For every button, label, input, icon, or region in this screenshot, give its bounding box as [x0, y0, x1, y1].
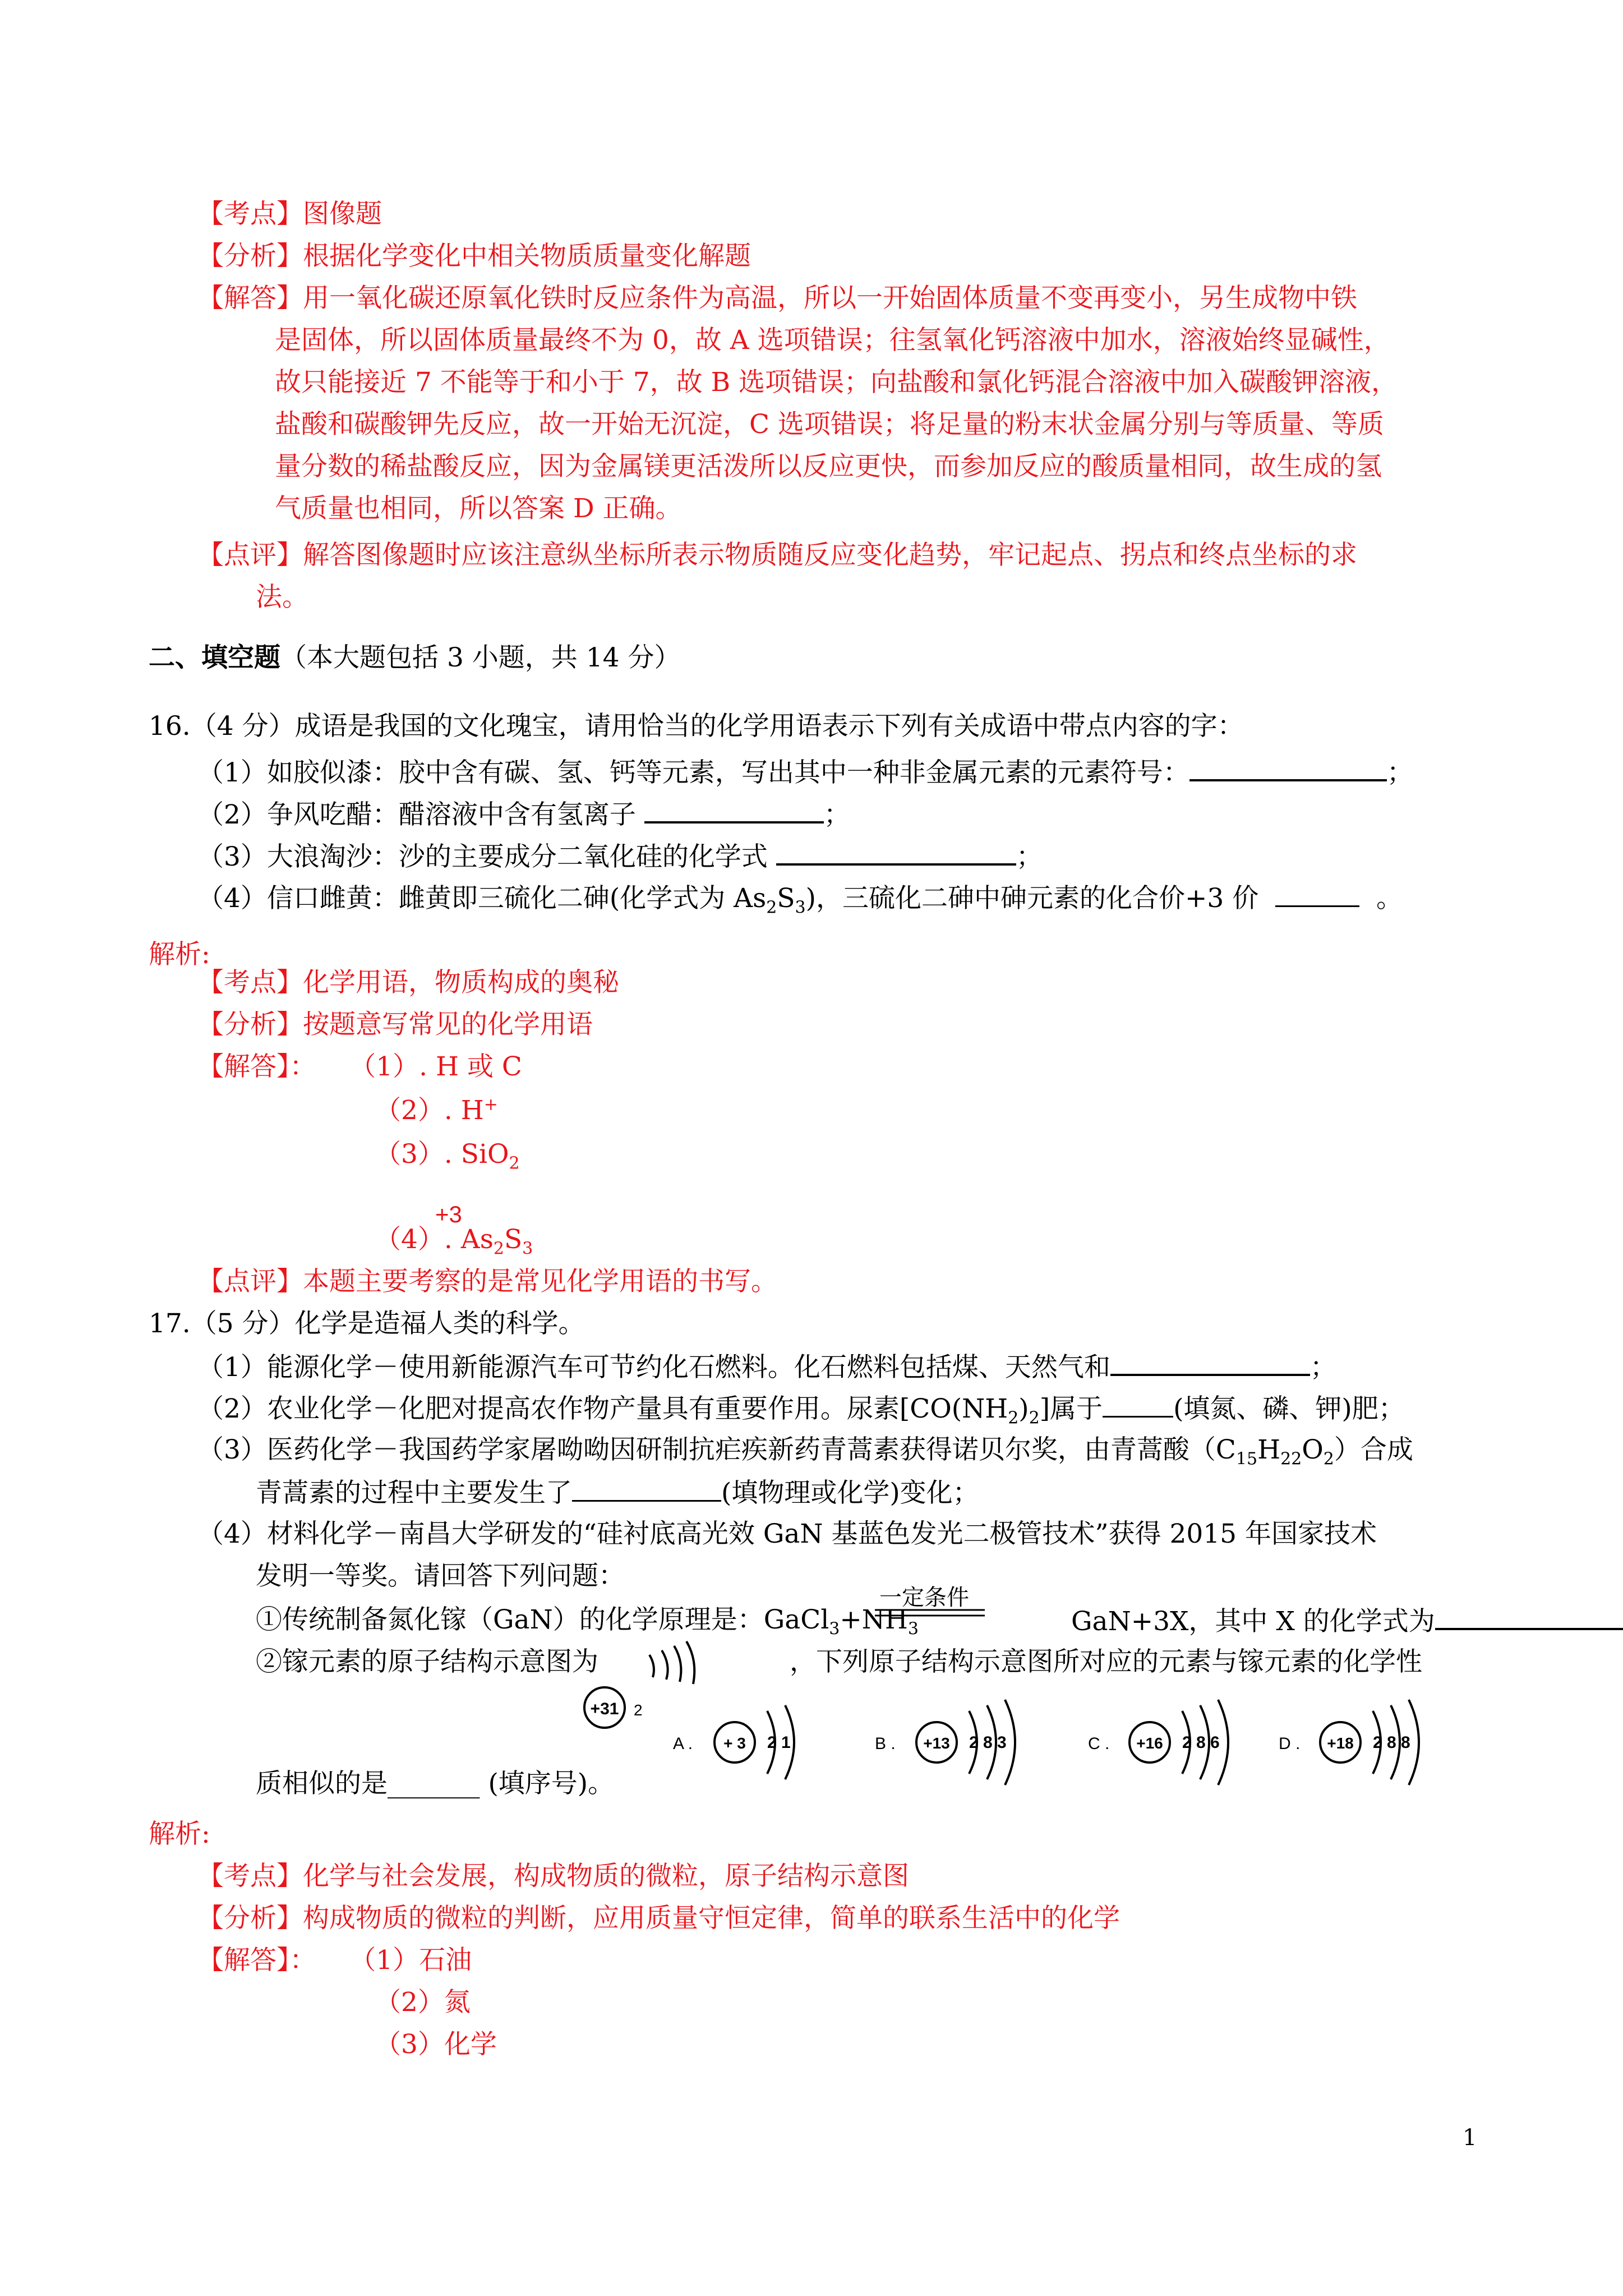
svg-text:2 8 6: 2 8 6	[1182, 1733, 1220, 1752]
q16-jiexi: 解析:	[149, 939, 210, 970]
q16-fenxi: 【分析】按题意写常见的化学用语	[197, 1009, 593, 1040]
q16-answer3-text: （3）. SiO	[375, 1139, 509, 1170]
section-title: 二、填空题	[149, 642, 280, 673]
q17-part4-cont: 发明一等奖。请回答下列问题：	[256, 1561, 625, 1591]
svg-text:C .: C .	[1088, 1734, 1110, 1753]
q17-part2	[197, 1391, 1405, 1426]
q17-part3-text3: 青蒿素的过程中主要发生了	[256, 1478, 572, 1508]
q16-part4-text2: )，三硫化二砷中砷元素的化合价+3 价	[805, 883, 1259, 914]
q16-jieda-label: 【解答】：	[197, 1051, 316, 1082]
q16-part2-punct: ；	[823, 799, 850, 830]
q17-reaction-nh: +NH	[840, 1604, 908, 1635]
q17-jieda	[197, 1944, 472, 1977]
q16-kaodian: 【考点】化学用语，物质构成的奥秘	[197, 967, 619, 998]
q16-blank2[interactable]	[644, 797, 824, 823]
q15-jieda-line6: 气质量也相同，所以答案 D 正确。	[275, 493, 682, 524]
option-d	[1279, 1700, 1419, 1785]
q16-part1-punct: ；	[1386, 757, 1413, 788]
svg-text:+16: +16	[1136, 1734, 1163, 1752]
q17-part3-text: （3）医药化学－我国药学家屠呦呦因研制抗疟疾新药青蒿素获得诺贝尔奖，由青蒿酸（C	[197, 1434, 1236, 1465]
q16-answer4-text: （4）. As	[375, 1224, 494, 1255]
q16-part4-s: S	[777, 883, 795, 914]
section-heading	[149, 641, 680, 675]
q17-part3-o: O	[1302, 1434, 1324, 1465]
reaction-equals-sign	[875, 1608, 987, 1619]
q16-part3-punct: ；	[1016, 841, 1043, 872]
q17-part3-text2: ）合成	[1334, 1434, 1413, 1465]
q15-jieda-line4: 盐酸和碳酸钾先反应，故一开始无沉淀，C 选项错误；将足量的粉末状金属分别与等质量、等质	[275, 409, 1384, 440]
q16-part1	[197, 754, 1413, 790]
q16-answer2-sup: +	[483, 1094, 498, 1115]
q17-answer2: （2）氮	[375, 1987, 471, 2018]
q17-reaction-right	[1071, 1603, 1623, 1639]
q16-blank3[interactable]	[776, 839, 1016, 866]
q16-part4-punct: 。	[1376, 883, 1403, 914]
q17-part2-sub2: 2	[1029, 1408, 1040, 1428]
options-diagram	[673, 1683, 1458, 1778]
q17-blank2[interactable]	[1103, 1391, 1173, 1418]
q17-part1-text: （1）能源化学－使用新能源汽车可节约化石燃料。化石燃料包括煤、天然气和	[197, 1352, 1110, 1383]
q17-part4d-right: ，下列原子结构示意图所对应的元素与镓元素的化学性	[790, 1646, 1422, 1677]
svg-text:A .: A .	[673, 1734, 693, 1753]
ga-nucleus-label: +31	[590, 1700, 619, 1718]
q16-blank4[interactable]	[1275, 881, 1359, 907]
q16-dianping: 【点评】本题主要考察的是常见化学用语的书写。	[197, 1266, 777, 1297]
q17-part2-text3: (填氮、磷、钾)肥；	[1173, 1393, 1405, 1424]
section-note: （本大题包括 3 小题，共 14 分）	[280, 642, 681, 673]
q17-part2-text2: ]属于	[1039, 1393, 1103, 1424]
q16-answer4-s: S	[504, 1224, 523, 1255]
svg-text:+13: +13	[923, 1734, 950, 1752]
q16-answer2-text: （2）. H	[375, 1095, 484, 1126]
q17-jiexi: 解析:	[149, 1819, 210, 1849]
q16-part2	[197, 797, 850, 832]
q15-kaodian: 【考点】图像题	[197, 199, 382, 229]
q16-part2-text: （2）争风吃醋：醋溶液中含有氢离子	[197, 799, 636, 830]
svg-text:2 8 3: 2 8 3	[969, 1733, 1007, 1752]
q16-blank1[interactable]	[1189, 754, 1387, 781]
svg-text:2 8 8: 2 8 8	[1373, 1733, 1410, 1752]
q15-fenxi: 【分析】根据化学变化中相关物质质量变化解题	[197, 241, 751, 272]
q17-part3-sub2: 22	[1280, 1449, 1302, 1469]
q17-blank1[interactable]	[1110, 1349, 1310, 1376]
q16-part4-sub: 2	[766, 898, 777, 918]
q17-part3	[197, 1433, 1413, 1467]
q17-jieda-label: 【解答】：	[197, 1945, 316, 1976]
q17-reaction-sub2: 3	[907, 1619, 919, 1639]
q16-part1-text: （1）如胶似漆：胶中含有碳、氢、钙等元素，写出其中一种非金属元素的元素符号：	[197, 757, 1189, 788]
q16-answer1: （1）. H 或 C	[349, 1051, 522, 1082]
q17-part3-cont	[256, 1475, 979, 1510]
q17-reaction-text2: GaN+3X，其中 X 的化学式为	[1071, 1606, 1435, 1637]
q16-answer3	[375, 1138, 520, 1174]
q16-jieda	[197, 1050, 522, 1084]
svg-text:B .: B .	[875, 1734, 896, 1753]
reaction-condition: 一定条件	[879, 1585, 969, 1610]
q16-answer4	[375, 1223, 533, 1257]
q17-reaction-left	[256, 1603, 919, 1637]
svg-text:2 1: 2 1	[767, 1733, 791, 1752]
q17-stem: 17.（5 分）化学是造福人类的科学。	[149, 1308, 585, 1339]
q16-answer4-sub1: 2	[493, 1239, 504, 1259]
q17-part1	[197, 1349, 1336, 1384]
option-c	[1088, 1700, 1228, 1785]
q17-part3-sub1: 15	[1235, 1449, 1258, 1469]
q15-jieda-line1: 【解答】用一氧化碳还原氧化铁时反应条件为高温，所以一开始固体质量不变再变小，另生成物中铁	[197, 283, 1357, 314]
svg-text:+ 3: + 3	[723, 1734, 746, 1752]
q17-fenxi: 【分析】构成物质的微粒的判断，应用质量守恒定律，简单的联系生活中的化学	[197, 1903, 1120, 1934]
q17-part3-h: H	[1257, 1434, 1281, 1465]
q15-jieda-line3: 故只能接近 7 不能等于和小于 7，故 B 选项错误；向盐酸和氯化钙混合溶液中加入碳酸钾溶液，	[275, 367, 1398, 398]
q16-part3	[197, 839, 1043, 874]
q17-part3-text4: (填物理或化学)变化；	[721, 1478, 979, 1508]
q17-part1-punct: ；	[1310, 1352, 1336, 1383]
q17-blank3[interactable]	[572, 1475, 721, 1502]
q17-part4d-left: ②镓元素的原子结构示意图为	[256, 1646, 598, 1677]
q16-answer3-sub: 2	[509, 1153, 520, 1174]
option-b	[875, 1700, 1015, 1785]
q17-part2-sub: 2	[1008, 1408, 1019, 1428]
q16-part3-text: （3）大浪淘沙：沙的主要成分二氧化硅的化学式	[197, 841, 768, 872]
page-number: 1	[1463, 2125, 1477, 2151]
q17-answer3: （3）化学	[375, 2029, 497, 2060]
q17-part2-paren: )	[1018, 1393, 1029, 1424]
q16-part4-sub2: 3	[795, 898, 806, 918]
q16-part4-text: （4）信口雌黄：雌黄即三硫化二砷(化学式为 As	[197, 883, 767, 914]
q17-blank4[interactable]	[1435, 1603, 1623, 1630]
q17-part4: （4）材料化学－南昌大学研发的“硅衬底高光效 GaN 基蓝色发光二极管技术”获得 2015 年国家技术	[197, 1519, 1377, 1549]
q16-answer2	[375, 1094, 498, 1128]
q15-jieda-line2: 是固体，所以固体质量最终不为 0，故 A 选项错误；往氢氧化钙溶液中加水，溶液始终显碱性，	[275, 325, 1390, 356]
q17-reaction-text: ①传统制备氮化镓（GaN）的化学原理是：GaCl	[256, 1604, 829, 1635]
q17-part3-sub3: 2	[1323, 1449, 1334, 1469]
q16-answer4-valence: +3	[435, 1201, 462, 1227]
q17-kaodian: 【考点】化学与社会发展，构成物质的微粒，原子结构示意图	[197, 1861, 909, 1892]
q15-dianping-line2: 法。	[256, 582, 308, 613]
svg-text:2: 2	[634, 1701, 643, 1719]
q15-jieda-line5: 量分数的稀盐酸反应，因为金属镁更活泼所以反应更快，而参加反应的酸质量相同，故生成的氢	[275, 451, 1382, 482]
q17-answer1: （1）石油	[349, 1945, 472, 1976]
q16-stem: 16.（4 分）成语是我国的文化瑰宝，请用恰当的化学用语表示下列有关成语中带点内容的字：	[149, 711, 1244, 742]
q16-answer4-sub2: 3	[522, 1239, 533, 1259]
q16-part4	[197, 881, 1403, 918]
q17-part4e: 质相似的是_______ (填序号)。	[256, 1768, 615, 1799]
q17-part2-text: （2）农业化学－化肥对提高农作物产量具有重要作用。尿素[CO(NH	[197, 1393, 1008, 1424]
q17-reaction-sub: 3	[829, 1619, 840, 1639]
q15-dianping-line1: 【点评】解答图像题时应该注意纵坐标所表示物质随反应变化趋势，牢记起点、拐点和终点坐标的求	[197, 540, 1357, 570]
option-a	[673, 1705, 794, 1779]
svg-text:+18: +18	[1327, 1734, 1354, 1752]
svg-text:D .: D .	[1279, 1734, 1301, 1753]
